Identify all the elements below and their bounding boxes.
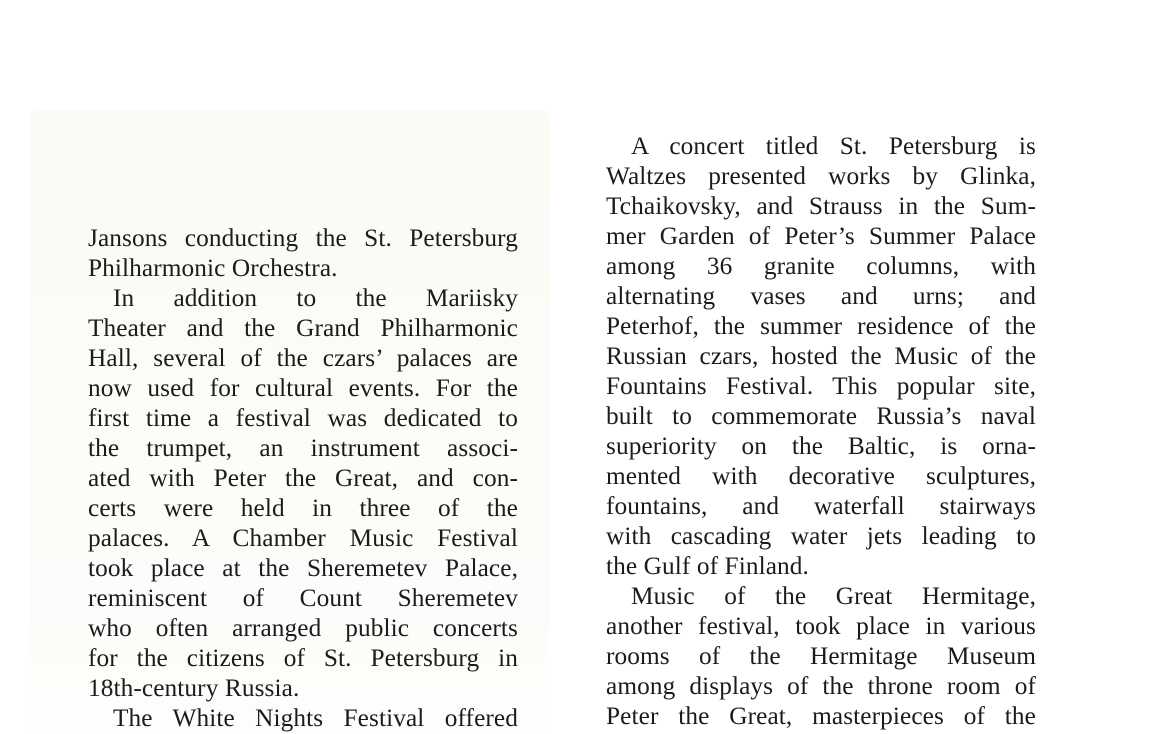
text-line: the trumpet, an instrument associ- bbox=[88, 434, 518, 462]
paragraph-start-line: In addition to the Mariisky bbox=[113, 284, 518, 312]
text-line: now used for cultural events. For the bbox=[88, 374, 518, 402]
text-line: among 36 granite columns, with bbox=[606, 252, 1036, 280]
text-line: Theater and the Grand Philharmonic bbox=[88, 314, 518, 342]
text-line: Jansons conducting the St. Petersburg bbox=[88, 224, 518, 252]
text-line: built to commemorate Russia’s naval bbox=[606, 402, 1036, 430]
text-line: Fountains Festival. This popular site, bbox=[606, 372, 1036, 400]
paragraph-start-line: The White Nights Festival offered bbox=[113, 704, 518, 732]
text-line: Hall, several of the czars’ palaces are bbox=[88, 344, 518, 372]
text-line: Russian czars, hosted the Music of the bbox=[606, 342, 1036, 370]
text-line: with cascading water jets leading to bbox=[606, 522, 1036, 550]
right-text-column bbox=[606, 131, 1036, 731]
text-line: alternating vases and urns; and bbox=[606, 282, 1036, 310]
text-line: first time a festival was dedicated to bbox=[88, 404, 518, 432]
text-line: mented with decorative sculptures, bbox=[606, 462, 1036, 490]
text-line: reminiscent of Count Sheremetev bbox=[88, 584, 518, 612]
text-line: for the citizens of St. Petersburg in bbox=[88, 644, 518, 672]
text-line: ated with Peter the Great, and con- bbox=[88, 464, 518, 492]
text-line: rooms of the Hermitage Museum bbox=[606, 642, 1036, 670]
text-line: the Gulf of Finland. bbox=[606, 552, 809, 580]
text-line: Peter the Great, masterpieces of the bbox=[606, 702, 1036, 730]
text-line: fountains, and waterfall stairways bbox=[606, 492, 1036, 520]
text-line: Tchaikovsky, and Strauss in the Sum- bbox=[606, 192, 1036, 220]
text-line: Peterhof, the summer residence of the bbox=[606, 312, 1036, 340]
text-line: superiority on the Baltic, is orna- bbox=[606, 432, 1036, 460]
paragraph-start-line: Music of the Great Hermitage, bbox=[631, 582, 1036, 610]
text-line: mer Garden of Peter’s Summer Palace bbox=[606, 222, 1036, 250]
text-line: took place at the Sheremetev Palace, bbox=[88, 554, 518, 582]
text-line: certs were held in three of the bbox=[88, 494, 518, 522]
text-line: Philharmonic Orchestra. bbox=[88, 254, 338, 282]
text-line: another festival, took place in various bbox=[606, 612, 1036, 640]
text-line: 18th-century Russia. bbox=[88, 674, 300, 702]
text-line: Waltzes presented works by Glinka, bbox=[606, 162, 1036, 190]
text-line: among displays of the throne room of bbox=[606, 672, 1036, 700]
text-line: palaces. A Chamber Music Festival bbox=[88, 524, 518, 552]
paragraph-start-line: A concert titled St. Petersburg is bbox=[631, 132, 1036, 160]
left-text-column bbox=[88, 223, 518, 733]
text-line: who often arranged public concerts bbox=[88, 614, 518, 642]
